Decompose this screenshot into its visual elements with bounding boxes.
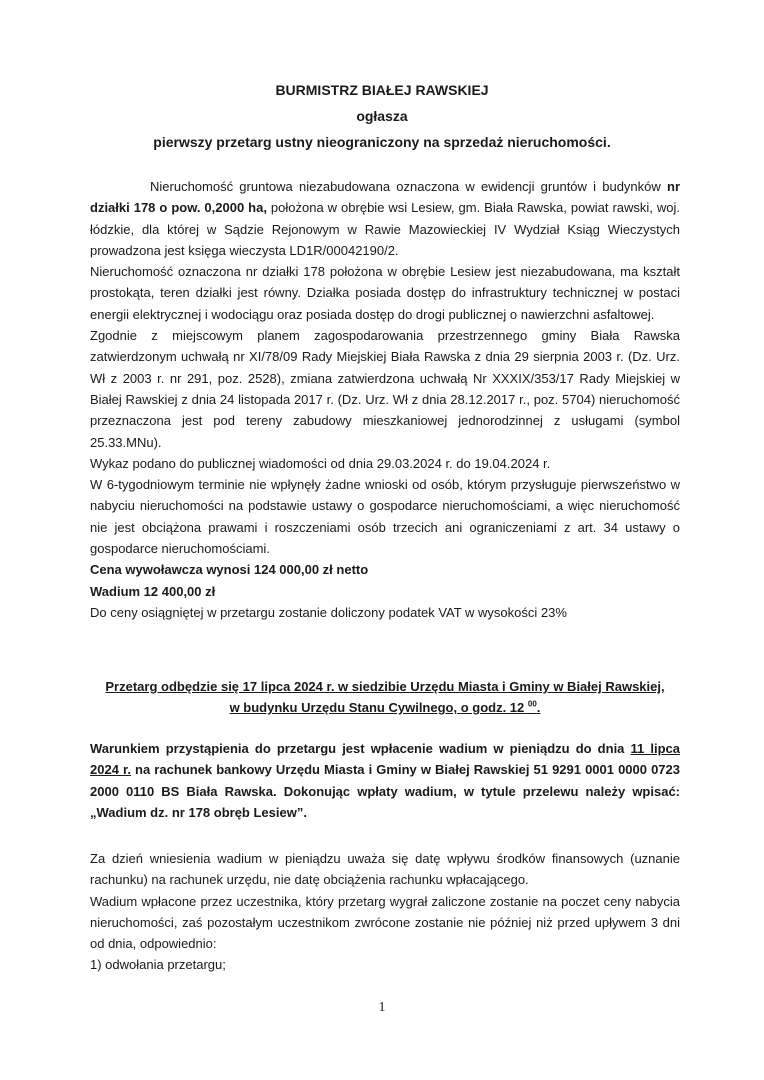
paragraph-priority-rights: W 6-tygodniowym terminie nie wpłynęły żadne wnioski od osób, którym przysługuje pierwszeństwo w nabyciu nieruchomości na podstawie ustawy o gospodarce nieruchomościami, a więc nieruchomość nie jest obciążona prawami i roszczeniami osób trzecich ani ograniczeniami z art. 34 ustawy o gospodarce nieruchomościami. [90,477,680,557]
auction-date-place: Przetarg odbędzie się 17 lipca 2024 r. w siedzibie Urzędu Miasta i Gminy w Białej Rawskiej, [105,679,665,694]
vat-note: Do ceny osiągniętej w przetargu zostanie doliczony podatek VAT w wysokości 23% [90,604,567,620]
auction-info [90,676,680,719]
paragraph-list-published: Wykaz podano do publicznej wiadomości od dnia 29.03.2024 r. do 19.04.2024 r. [90,455,551,471]
plot-number-area: nr działki 178 o pow. 0,2000 ha, [90,179,680,216]
starting-price: Cena wywoławcza wynosi 124 000,00 zł netto [90,562,369,578]
paragraph-property-description: Nieruchomość gruntowa niezabudowana oznaczona w ewidencji gruntów i budynków nr działki 178 o pow. 0,2000 ha, położona w obrębie wsi Lesiew, gm. Biała Rawska, powiat rawski, woj. łódzkie, dla której w Sądzie Rejonowym w Rawie Mazowieckiej IV Wydział Ksiąg Wieczystych prowadzona jest księga wieczysta LD1R/00042190/2. [90,179,680,258]
page-number: 1 [378,1000,386,1015]
paragraph-deposit-return: Wadium wpłacone przez uczestnika, który przetarg wygrał zaliczone zostanie na poczet ceny nabycia nieruchomości, zaś pozostałym uczestnikom zwrócone zostanie nie później niż przed upływem 3 dni od dnia, odpowiednio: [90,893,680,952]
header-title: BURMISTRZ BIAŁEJ RAWSKIEJ [275,82,489,98]
paragraph-zoning-plan: Zgodnie z miejscowym planem zagospodarowania przestrzennego gminy Biała Rawska zatwierdzonym uchwałą nr XI/78/09 Rady Miejskiej Biała Rawska z dnia 29 sierpnia 2003 r. (Dz. Urz. Wł z 2003 r. nr 291, poz. 2528), zmiana zatwierdzona uchwałą Nr XXXIX/353/17 Rady Miejskiej w Białej Rawskiej z dnia 24 listopada 2017 r. (Dz. Urz. Wł z dnia 28.12.2017 r., poz. 5704) nieruchomość przeznaczona jest pod tereny zabudowy mieszkaniowej jednorodzinnej z usługami (symbol 25.33.MNu). [90,328,680,450]
auction-building-time: w budynku Urzędu Stanu Cywilnego, o godz. 12 $^{00}$. [229,699,541,716]
paragraph-deposit-date: Za dzień wniesienia wadium w pieniądzu uważa się datę wpływu środków finansowych (uznanie rachunku) na rachunek urzędu, nie datę obciążenia rachunku wpłacającego. [90,851,680,888]
header-subject: pierwszy przetarg ustny nieograniczony na sprzedaż nieruchomości. [153,134,611,150]
deposit-rules [90,848,680,976]
paragraph-plot-characteristics: Nieruchomość oznaczona nr działki 178 położona w obrębie Lesiew jest niezabudowana, ma kształt prostokąta, teren działki jest równy. Działka posiada dostęp do infrastruktury technicznej w postaci energii elektrycznej i wodociągu oraz posiada dostęp do drogi publicznej o nawierzchni asfaltowej. [90,264,680,322]
deposit-amount: Wadium 12 400,00 zł [90,583,216,599]
deposit-deadline: 11 lipca 2024 r. [90,741,680,778]
deposit-conditions: Warunkiem przystąpienia do przetargu jest wpłacenie wadium w pieniądzu do dnia 11 lipca 2024 r. na rachunek bankowy Urzędu Miasta i Gminy w Białej Rawskiej 51 9291 0001 0000 0723 2000 0110 BS Biała Rawska. Dokonując wpłaty wadium, w tytule przelewu należy wpisać: „Wadium dz. nr 178 obręb Lesiew”. [90,741,680,820]
document-body [90,176,680,623]
header-announces: ogłasza [356,108,408,124]
list-item: 1) odwołania przetargu; [90,957,226,973]
